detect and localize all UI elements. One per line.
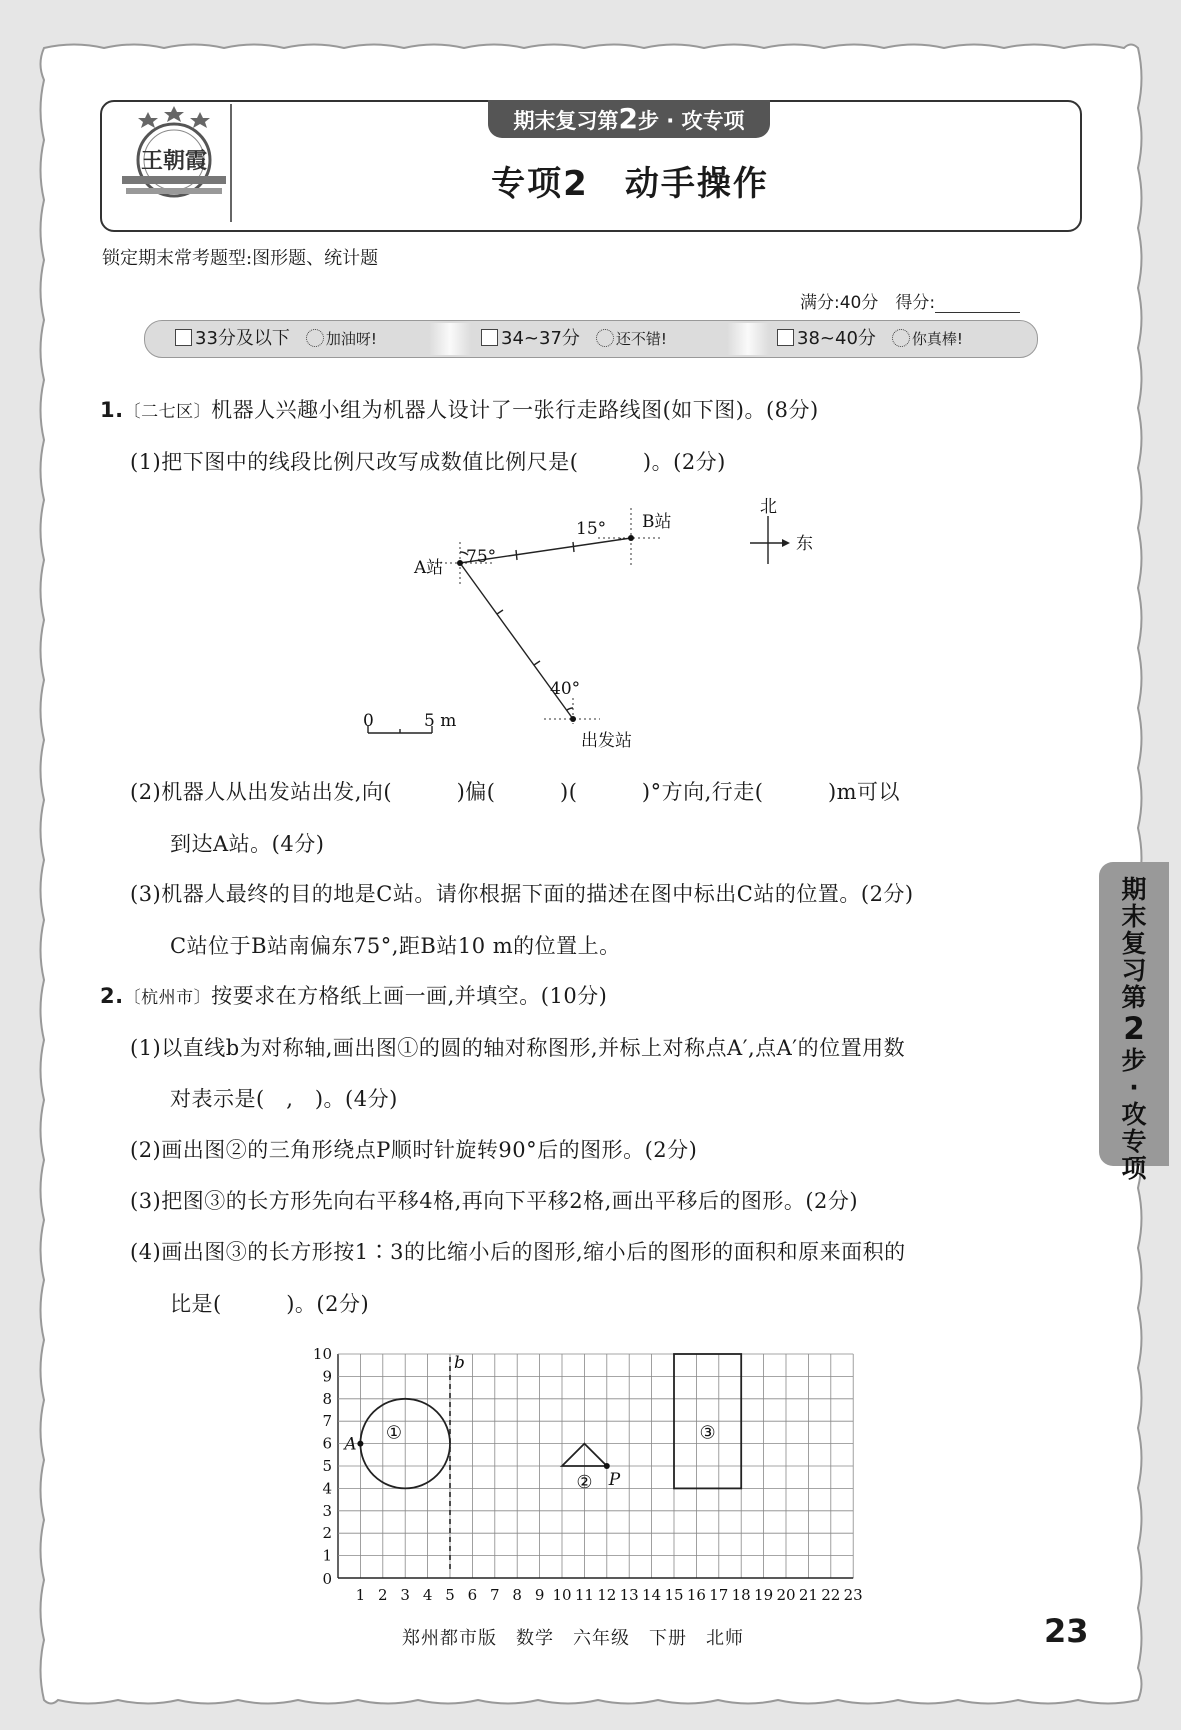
rating-item-low: [175, 327, 377, 351]
side-tab: [1099, 862, 1169, 1183]
q2-part3: (3)把图③的长方形先向右平移4格,再向下平移2格,画出平移后的图形。(2分): [130, 1189, 859, 1213]
q1-text: 机器人兴趣小组为机器人设计了一张行走路线图(如下图)。(8分): [211, 398, 819, 422]
q2-stem: [100, 980, 607, 1010]
side-tab-char: 专: [1121, 1127, 1147, 1156]
rating-range: 38~40分: [797, 328, 876, 349]
grid-shapes: [342, 1353, 741, 1569]
side-tab-char: 2: [1123, 1011, 1145, 1047]
rating-message: 还不错!: [615, 330, 667, 348]
station-b-label: B站: [642, 512, 672, 532]
rating-separator: [727, 323, 769, 355]
rating-message: 你真棒!: [911, 330, 963, 348]
q2-part1-line1: (1)以直线b为对称轴,画出图①的圆的轴对称图形,并标上对称点A′,点A′的位置用数: [130, 1036, 906, 1060]
scale-zero-label: 0: [363, 711, 374, 731]
x-tick-label: 15: [664, 1586, 684, 1604]
y-tick-label: 10: [312, 1345, 332, 1363]
point-a: [357, 1441, 363, 1447]
x-tick-label: 9: [534, 1586, 545, 1604]
y-tick-label: 5: [322, 1457, 332, 1475]
x-tick-label: 22: [821, 1586, 841, 1604]
rating-checkbox-low[interactable]: [175, 329, 192, 346]
y-tick-label: 3: [322, 1501, 332, 1520]
east-label: 东: [796, 534, 813, 554]
smile-icon: [596, 329, 614, 347]
side-tab-char: 习: [1121, 956, 1147, 985]
y-tick-label: 6: [322, 1434, 332, 1453]
x-tick-label: 5: [445, 1586, 455, 1604]
x-tick-label: 19: [754, 1586, 774, 1604]
x-tick-label: 12: [597, 1586, 617, 1604]
side-tab-char: 步: [1121, 1046, 1147, 1075]
x-tick-label: 16: [686, 1586, 706, 1604]
step-suffix: 步 · 攻专项: [637, 109, 745, 133]
side-tab-char: 末: [1121, 902, 1147, 931]
rating-bar: [144, 320, 1038, 358]
rating-range: 34~37分: [501, 328, 580, 349]
side-tab-char: 期: [1121, 875, 1147, 904]
side-tab-char: 攻: [1121, 1100, 1147, 1129]
point-p: [604, 1463, 610, 1469]
grid-figure: [300, 1330, 880, 1610]
point-a-label: A: [344, 1434, 357, 1455]
score-line: [800, 288, 1020, 313]
step-prefix: 期末复习第: [513, 109, 619, 133]
x-tick-label: 17: [709, 1586, 729, 1604]
q1-part3-line1: (3)机器人最终的目的地是C站。请你根据下面的描述在图中标出C站的位置。(2分): [130, 882, 914, 906]
page-number: 23: [1044, 1612, 1089, 1650]
line-b-label: b: [454, 1353, 465, 1374]
q1-part2-line1: (2)机器人从出发站出发,向( )偏( )( )°方向,行走( )m可以: [130, 780, 901, 804]
step-banner: [488, 100, 770, 138]
q2-part4-line1: (4)画出图③的长方形按1∶3的比缩小后的图形,缩小后的图形的面积和原来面积的: [130, 1240, 906, 1264]
figure-1-label: ①: [385, 1422, 403, 1444]
q2-source: 〔杭州市〕: [123, 988, 212, 1008]
x-tick-label: 13: [619, 1586, 639, 1604]
x-tick-label: 14: [642, 1586, 662, 1604]
rating-range: 33分及以下: [195, 328, 290, 349]
start-station-label: 出发站: [581, 731, 632, 751]
full-score: 满分:40分: [800, 293, 879, 313]
rating-item-high: [777, 327, 963, 351]
rating-separator: [429, 323, 471, 355]
x-tick-label: 3: [400, 1586, 410, 1604]
y-tick-label: 2: [322, 1524, 332, 1543]
q2-part1-line2: 对表示是( , )。(4分): [170, 1087, 398, 1111]
side-tab-char: 第: [1121, 983, 1147, 1012]
logo-text: 王朝霞: [140, 148, 208, 174]
point-p-label: P: [608, 1470, 621, 1490]
x-tick-label: 18: [731, 1586, 751, 1604]
logo-divider: [230, 104, 232, 222]
x-tick-label: 4: [422, 1586, 433, 1604]
publisher-logo: [118, 104, 230, 216]
q1-part3-line2: C站位于B站南偏东75°,距B站10 m的位置上。: [170, 934, 621, 958]
x-tick-label: 20: [776, 1586, 796, 1604]
y-tick-label: 4: [322, 1479, 332, 1498]
rating-checkbox-high[interactable]: [777, 329, 794, 346]
q1-number: 1.: [100, 398, 124, 422]
lock-types-text: 锁定期末常考题型:图形题、统计题: [102, 248, 379, 269]
step-number: 2: [618, 102, 638, 135]
north-label: 北: [760, 497, 777, 517]
x-tick-label: 2: [378, 1586, 388, 1604]
side-tab-char: 复: [1121, 929, 1147, 958]
y-tick-label: 0: [322, 1570, 332, 1588]
y-tick-label: 8: [322, 1389, 332, 1408]
q2-text: 按要求在方格纸上画一画,并填空。(10分): [211, 984, 608, 1008]
smile-icon: [892, 329, 910, 347]
x-tick-label: 23: [843, 1586, 863, 1604]
q1-part2-line2: 到达A站。(4分): [170, 832, 325, 856]
x-tick-label: 7: [490, 1586, 500, 1604]
x-tick-label: 10: [552, 1586, 572, 1604]
score-blank[interactable]: [935, 296, 1020, 313]
q1-stem: [100, 394, 819, 424]
angle-start-label: 40°: [550, 679, 581, 699]
rating-checkbox-mid[interactable]: [481, 329, 498, 346]
q2-number: 2.: [100, 984, 124, 1008]
y-axis-ticks: [313, 1345, 332, 1588]
rating-item-mid: [481, 327, 667, 351]
x-tick-label: 6: [467, 1586, 478, 1604]
y-tick-label: 7: [322, 1412, 332, 1431]
y-tick-label: 1: [322, 1546, 332, 1565]
side-tab-char: ·: [1129, 1073, 1139, 1102]
angle-b-label: 15°: [576, 519, 607, 539]
q1-part1: (1)把下图中的线段比例尺改写成数值比例尺是( )。(2分): [130, 450, 726, 474]
q2-part4-line2: 比是( )。(2分): [170, 1292, 370, 1316]
x-tick-label: 1: [355, 1586, 366, 1604]
score-label: 得分:: [895, 293, 936, 313]
x-axis-ticks: [356, 1586, 863, 1604]
figure-3-label: ③: [699, 1422, 716, 1444]
station-a-label: A站: [414, 558, 444, 578]
side-tab-char: 项: [1121, 1154, 1147, 1183]
x-tick-label: 8: [512, 1586, 522, 1604]
figure-2-label: ②: [576, 1472, 593, 1493]
y-tick-label: 9: [322, 1367, 332, 1386]
x-tick-label: 21: [798, 1586, 818, 1604]
rating-message: 加油呀!: [325, 330, 377, 348]
route-map: [350, 490, 830, 760]
q1-source: 〔二七区〕: [123, 402, 212, 422]
footer-text: 郑州都市版 数学 六年级 下册 北师: [402, 1628, 744, 1649]
scale-five-label: 5 m: [424, 711, 457, 731]
q2-part2: (2)画出图②的三角形绕点P顺时针旋转90°后的图形。(2分): [130, 1138, 698, 1162]
angle-a-label: 75°: [466, 547, 497, 567]
smile-icon: [306, 329, 324, 347]
x-tick-label: 11: [574, 1586, 594, 1604]
page-title: 专项2 动手操作: [491, 164, 769, 204]
